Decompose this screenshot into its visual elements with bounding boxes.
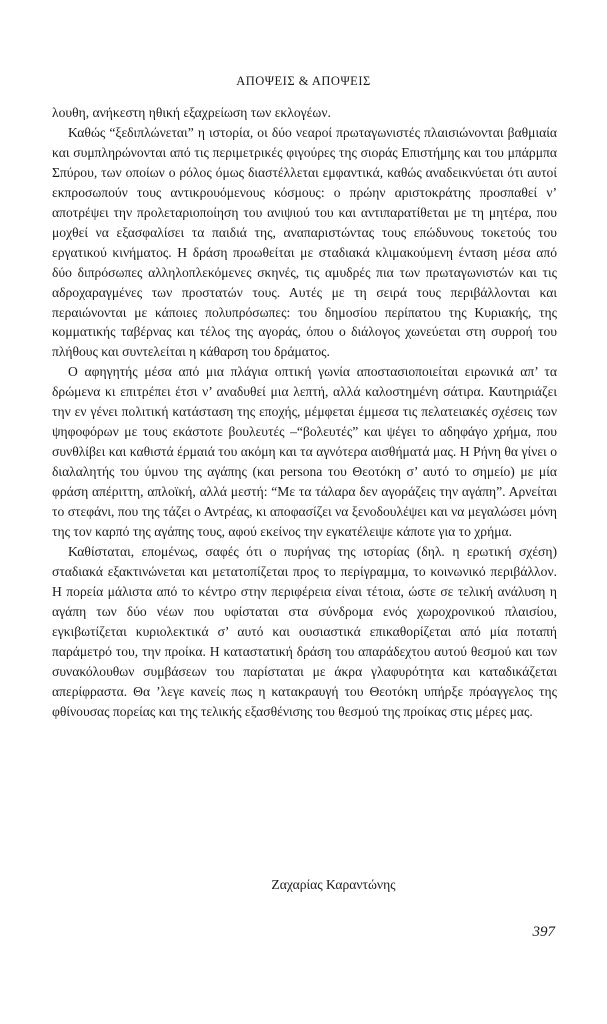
- paragraph-story-unfolding: Καθώς “ξεδιπλώνεται” η ιστορία, οι δύο νεαροί πρωταγωνιστές πλαισιώνονται βαθμιαία και συμπληρώνονται από τις περιμετρικές φιγούρες της σιοράς Επιστήμης και του μπάρμπα Σπύρου, των οποίων ο ρόλος όμως διαστέλλεται εμφαντικά, καθώς αναδεικνύεται ότι αυτοί εκπροσωπούν τους αντικρουόμενους κόσμους: ο πρώην αριστοκράτης προσπαθεί ν’ αποτρέψει την προλεταριοποίηση του ανιψιού του και αντιπαρατίθεται με τη μητέρα, που μοχθεί να εξασφαλίσει τα παιδιά της, αναπαριστώντας τους επώδυνους τοκετούς του εργατικού κινήματος. Η δράση προωθείται με σταδιακά κλιμακούμενη ένταση μέσα από δύο διπρόσωπες αλληλοπλεκόμενες σκηνές, τις αμυδρές πια των πρωταγωνιστών και τις αδροχαραγμένες των προστατών τους. Αυτές με τη σειρά τους περιβάλλονται και περαιώνονται με κάποιες πολυπρόσωπες: του δημοσίου περίπατου της Κυριακής, της κομματικής ταβέρνας και τέλος της αγοράς, όπου ο διάλογος χωνεύεται στη συρροή του πλήθους και συντελείται η κάθαρση του δράματος.: [52, 124, 557, 360]
- running-head: ΑΠΟΨΕΙΣ & ΑΠΟΨΕΙΣ: [236, 74, 371, 88]
- page-number: 397: [532, 924, 555, 940]
- paragraph-narrator-satire: Ο αφηγητής μέσα από μια πλάγια οπτική γωνία αποστασιοποιείται ειρωνικά απ’ τα δρώμενα κι επιτρέπει έτσι ν’ αναδυθεί μια λεπτή, αλλά καλοστημένη σάτιρα. Καυτηριάζει την εν γένει πολιτική κατάσταση της εποχής, μέμφεται έμμεσα τις πελατειακές σχέσεις των ψηφοφόρων με τους εκάστοτε βουλευτές –“βολευτές” και ψέγει το αδηφάγο χρήμα, που συνθλίβει και καθιστά έρμαιά του ακόμη και τα αγνότερα αισθήματά μας. Η Ρήνη θα γίνει ο διαλαλητής του ύμνου της αγάπης (και persona του Θεοτόκη σ’ αυτό το σημείο) με μία φράση απέριττη, απλοϊκή, αλλά μεστή: “Με τα τάλαρα δεν αγοράζεις την αγάπη”. Αρνείται το στεφάνι, που της τάζει ο Αντρέας, κι αποφασίζει να ξενοδουλέψει και να μεγαλώσει μόνη της τον καρπό της αγάπης τους, αφού εκείνος την εγκατέλειψε κάποτε για το χρήμα.: [52, 364, 557, 540]
- paragraph-story-core: Καθίσταται, επομένως, σαφές ότι ο πυρήνας της ιστορίας (δηλ. η ερωτική σχέση) σταδιακά εξακτινώνεται και μετατοπίζεται προς το περίγραμμα, το κοινωνικό περιβάλλον. Η πορεία μάλιστα από το κέντρο στην περιφέρεια είναι τέτοια, ώστε σε τελική ανάλυση η αγάπη των δύο νέων που υφίσταται στα σύνδρομα ενός χωροχρονικού πλαισίου, εγκιβωτίζεται κυριολεκτικά σ’ αυτό και ουσιαστικά επικαθορίζεται από μία ποταπή παράμετρό του, την προίκα. Η καταστατική δράση του απαράδεχτου αυτού θεσμού και των συνακόλουθων συμβάσεων του παρίσταται με άκρα γλαφυρότητα και καταδικάζεται απερίφραστα. Θα ’λεγε κανείς πως η κατακραυγή του Θεοτόκη υπήρξε πρόαγγελος της φθίνουσας πορείας και της τελικής εξασθένισης του θεσμού της προίκας στις μέρες μας.: [52, 543, 557, 719]
- article-body: [52, 103, 557, 722]
- paragraph-continuation: λουθη, ανήκεστη ηθική εξαχρείωση των εκλογέων.: [52, 105, 331, 120]
- author-signature: Ζαχαρίας Καραντώνης: [271, 877, 396, 892]
